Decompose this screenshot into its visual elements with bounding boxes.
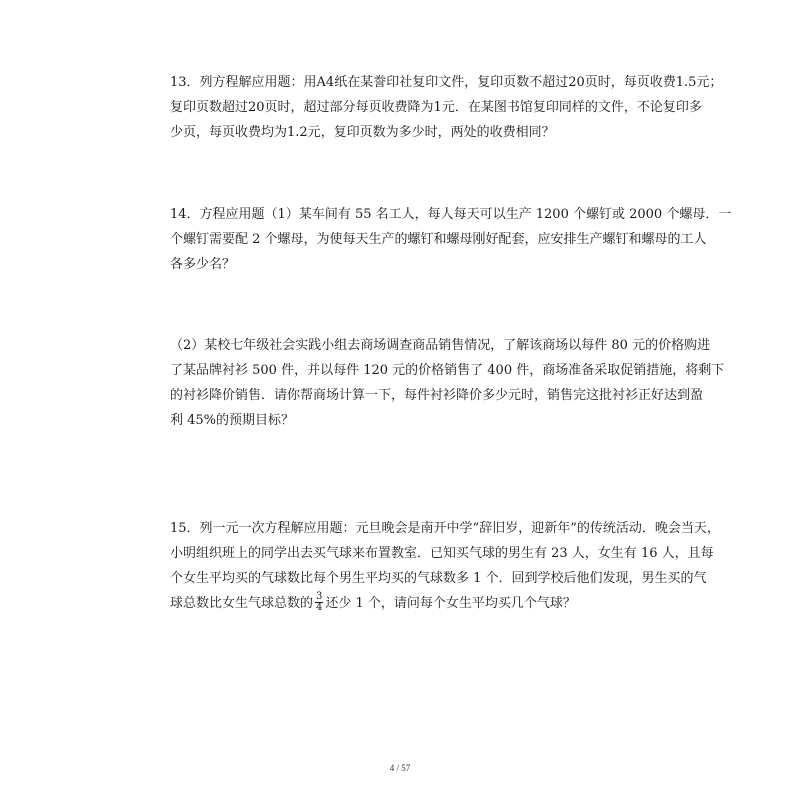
problem-13-line: 13．列方程解应用题：用A4纸在某誊印社复印文件，复印页数不超过20页时，每页收费1.5元； <box>170 75 723 90</box>
fraction-denominator: 4 <box>316 602 323 613</box>
fraction-numerator: 3 <box>316 591 323 602</box>
problem-14b-line: 的衬衫降价销售．请你帮商场计算一下，每件衬衫降价多少元时，销售完这批衬衫正好达到盈 <box>170 388 704 403</box>
problem-14-line: 14．方程应用题（1）某车间有 55 名工人，每人每天可以生产 1200 个螺钉或 2000 个螺母．一 <box>170 207 732 222</box>
problem-15-text-before-fraction: 球总数比女生气球总数的 <box>170 596 314 611</box>
problem-13-line: 复印页数超过20页时，超过部分每页收费降为1元．在某图书馆复印同样的文件，不论复印多 <box>170 100 702 115</box>
problem-14-line: 个螺钉需要配 2 个螺母，为使每天生产的螺钉和螺母刚好配套，应安排生产螺钉和螺母的工人 <box>170 232 707 247</box>
problem-14-part-2 <box>170 333 725 433</box>
problem-15 <box>170 516 720 616</box>
problem-14-line: 各多少名？ <box>170 257 236 272</box>
problem-13-line: 少页，每页收费均为1.2元，复印页数为多少时，两处的收费相同？ <box>170 125 555 140</box>
problem-14b-line: 了某品牌衬衫 500 件，并以每件 120 元的价格销售了 400 件，商场准备采取促销措施，将剩下 <box>170 363 725 378</box>
problem-15-line: 个女生平均买的气球数比每个男生平均买的气球数多 1 个．回到学校后他们发现，男生买的气 <box>170 571 707 586</box>
problem-14-part-1 <box>170 202 732 277</box>
problem-14b-line: （2）某校七年级社会实践小组去商场调查商品销售情况，了解该商场以每件 80 元的价格购进 <box>170 338 711 353</box>
fraction-three-quarters <box>315 592 323 613</box>
page-number: 4 / 57 <box>389 763 411 773</box>
problem-15-last-line <box>170 591 642 616</box>
problem-13 <box>170 70 723 145</box>
problem-14b-line: 利 45%的预期目标？ <box>170 413 295 428</box>
problem-15-text-after-fraction: 还少 1 个，请问每个女生平均买几个气球？ <box>325 596 576 611</box>
problem-15-line: 小明组织班上的同学出去买气球来布置教室．已知买气球的男生有 23 人，女生有 16 人，且每 <box>170 546 714 561</box>
problem-15-line: 15．列一元一次方程解应用题：元旦晚会是南开中学“辞旧岁，迎新年”的传统活动．晚会当天， <box>170 521 720 536</box>
